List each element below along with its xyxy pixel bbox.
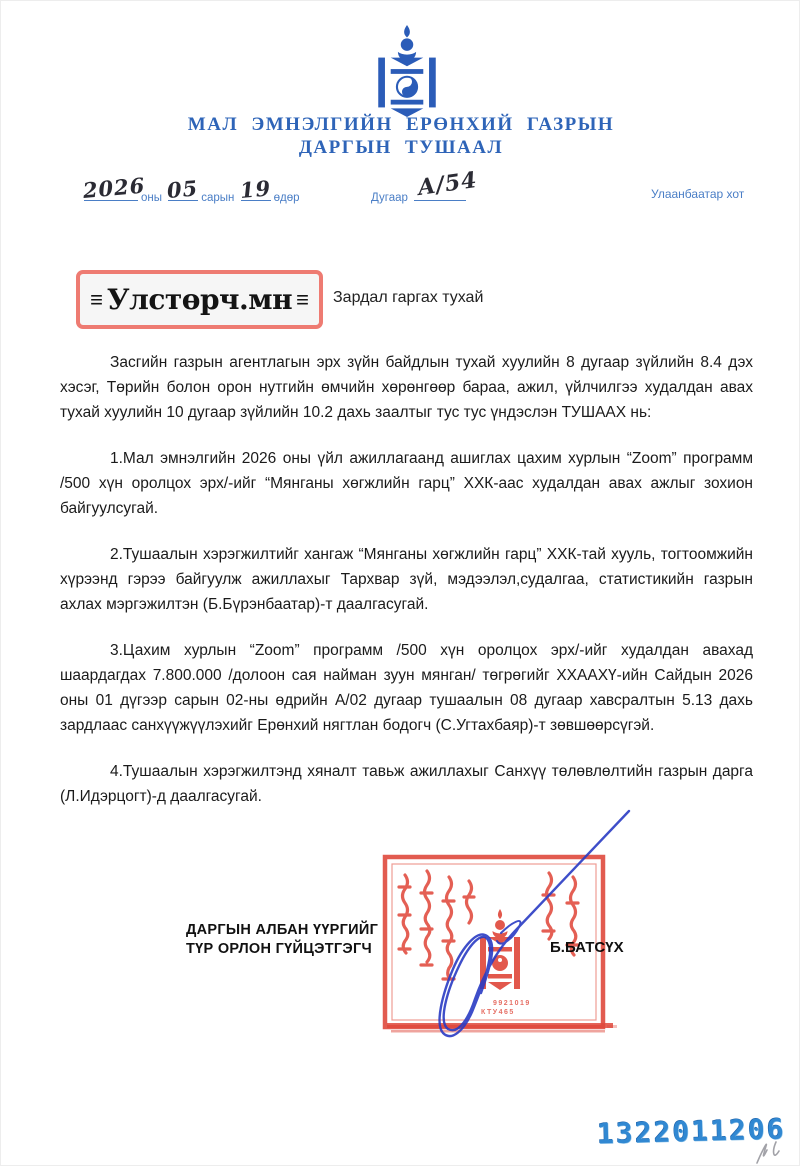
year-label: оны (141, 192, 163, 204)
document-body (60, 350, 753, 830)
handwritten-day: 19 (238, 175, 272, 203)
document-title-line2: ДАРГЫН ТУШААЛ (298, 137, 504, 158)
month-label: сарын (201, 192, 235, 204)
logo-right-mark: ≡ (296, 286, 309, 312)
number-line (371, 166, 480, 204)
pen-mark-icon (749, 1135, 789, 1166)
signer-name: Б.БАТСҮХ (550, 939, 624, 956)
day-label: өдөр (273, 192, 300, 204)
order-item-3: 3.Цахим хурлын “Zoom” программ /500 хүн оролцох эрх/-ийг худалдан авахад шаардагдах 7.800.000 /долоон сая найман зуун мянган/ төгрөгийг ХХААХҮ-ийн Сайдын 2026 оны 01 дүгээр сарын 02-ны өдрийн А/02 дугаар тушаалын 08 дугаар хавсралтын 5.13 дахь зардлаас санхүүжүүлэхийг Ерөнхий нягтлан бодогч (С.Угтахбаяр)-т зөвшөөрсүгэй. (60, 642, 753, 734)
soyombo-emblem-icon (374, 25, 440, 117)
intro-paragraph: Засгийн газрын агентлагын эрх зүйн байдлын тухай хуулийн 8 дугаар зүйлийн 8.4 дэх хэсэг, Төрийн болон орон нутгийн өмчийн хөрөнгөөр бараа, ажил, үйлчилгээ худалдан авах тухай хуулийн 10 дугаар зүйлийн 10.2 дахь заалтыг тус тус үндэслэн ТУШААХ нь: (60, 354, 753, 421)
handwritten-number: A/54 (416, 166, 480, 201)
year-blank (81, 172, 147, 203)
order-item-1: 1.Мал эмнэлгийн 2026 оны үйл ажиллагаанд ашиглах цахим хурлын “Zoom” программ /500 хүн оролцох эрх/-ийг “Мянганы хөгжлийн гарц” ХХК-аас худалдан авах ажлыг зохион байгуулсугай. (60, 450, 753, 517)
handwritten-month: 05 (166, 175, 200, 203)
signer-position-line1: ДАРГЫН АЛБАН ҮҮРГИЙГ (186, 922, 379, 938)
logo-left-mark: ≡ (90, 286, 103, 312)
month-blank (166, 175, 200, 203)
order-item-4: 4.Тушаалын хэрэгжилтэнд хяналт тавьж ажиллахыг Санхүү төлөвлөлтийн газрын дарга (Л.Идэрцогт)-д даалгасугай. (60, 763, 753, 805)
stamp-small-text-2: КТУ465 (481, 1009, 515, 1016)
handwritten-year: 2026 (81, 172, 147, 203)
document-subject: Зардал гаргах тухай (333, 289, 484, 306)
number-label: Дугаар (371, 192, 408, 204)
document-title (1, 113, 800, 159)
signer-position-line2: ТҮР ОРЛОН ГҮЙЦЭТГЭГЧ (186, 941, 373, 957)
serial-number-stamp: 1322011206 (596, 1112, 786, 1151)
document-title-line1: МАЛ ЭМНЭЛГИЙН ЕРӨНХИЙ ГАЗРЫН (187, 114, 615, 135)
signer-position-title (186, 921, 378, 959)
number-blank (414, 166, 480, 201)
day-blank (238, 175, 272, 203)
watermark-logo-text: Улстөрч.мн (106, 283, 293, 316)
city-label: Улаанбаатар хот (651, 187, 745, 201)
date-line (81, 172, 300, 204)
stamp-small-text-1: 9921019 (493, 1000, 531, 1007)
signature-scribble (389, 805, 637, 1047)
order-item-2: 2.Тушаалын хэрэгжилтийг хангаж “Мянганы хөгжлийн гарц” ХХК-тай хууль, тогтоомжийн хүрээнд гэрээ байгуулж ажиллахыг Тархвар зүй, мэдээлэл,судалгаа, статистикийн газрын ахлах мэргэжилтэн (Б.Бүрэнбаатар)-т даалгасугай. (60, 546, 753, 613)
watermark-logo-box (76, 270, 323, 329)
